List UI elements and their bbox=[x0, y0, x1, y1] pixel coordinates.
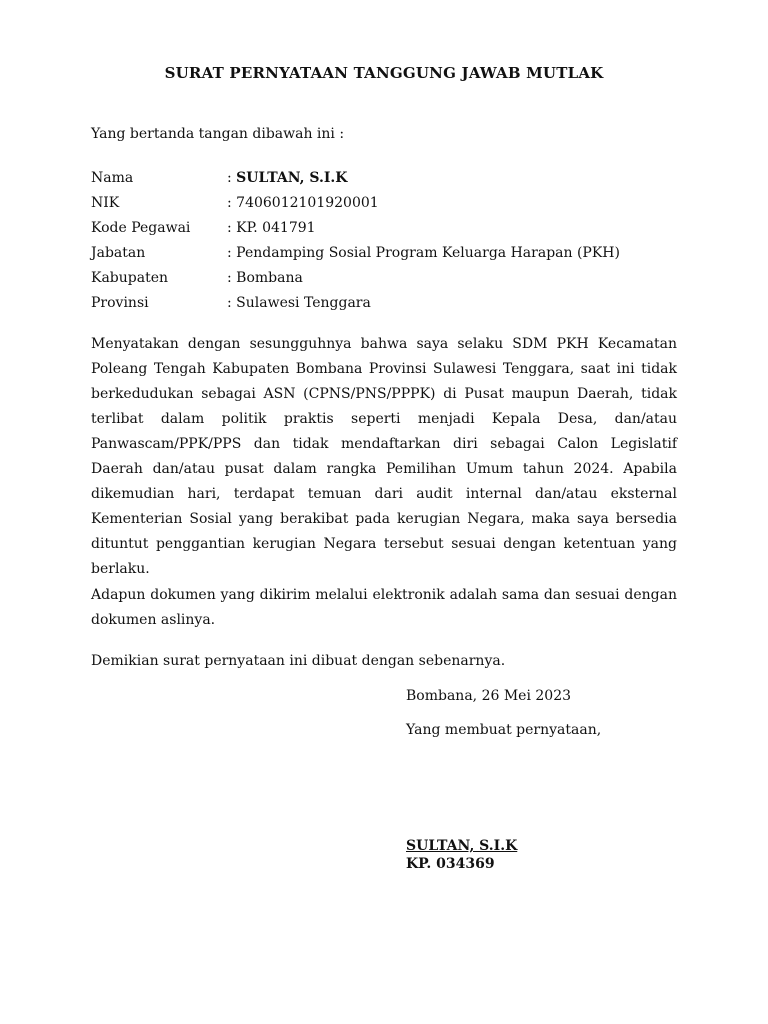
letter-title: SURAT PERNYATAAN TANGGUNG JAWAB MUTLAK bbox=[164, 64, 604, 82]
identity-separator: : bbox=[227, 220, 237, 236]
identity-row-nama bbox=[91, 168, 347, 188]
identity-row-jabatan bbox=[91, 243, 620, 263]
identity-row-provinsi bbox=[91, 293, 371, 313]
identity-label: Kabupaten bbox=[91, 270, 169, 286]
closing-paragraph: Demikian surat pernyataan ini dibuat dengan sebenarnya. bbox=[91, 653, 506, 669]
identity-value-jabatan: Pendamping Sosial Program Keluarga Harapan (PKH) bbox=[236, 245, 620, 261]
identity-separator: : bbox=[227, 195, 237, 211]
signature-place-date: Bombana, 26 Mei 2023 bbox=[406, 688, 572, 704]
identity-separator: : bbox=[227, 245, 237, 261]
identity-label: Nama bbox=[91, 170, 134, 186]
signature-employee-code: KP. 034369 bbox=[406, 856, 495, 872]
signature-name: SULTAN, S.I.K bbox=[406, 838, 518, 854]
identity-label: Kode Pegawai bbox=[91, 220, 191, 236]
signature-maker-label: Yang membuat pernyataan, bbox=[406, 722, 602, 738]
identity-label: Jabatan bbox=[91, 245, 146, 261]
identity-row-nik bbox=[91, 193, 379, 213]
statement-paragraph: Menyatakan dengan sesungguhnya bahwa saya selaku SDM PKH Kecamatan Poleang Tengah Kabupaten Bombana Provinsi Sulawesi Tenggara, saat ini tidak berkedudukan sebagai ASN (CPNS/PNS/PPPK) di Pusat maupun Daerah, tidak terlibat dalam politik praktis seperti menjadi Kepala Desa, dan/atau Panwascam/PPK/PPS dan tidak mendaftarkan diri sebagai Calon Legislatif Daerah dan/atau pusat dalam rangka Pemilihan Umum tahun 2024. Apabila dikemudian hari, terdapat temuan dari audit internal dan/atau eksternal Kementerian Sosial yang berakibat pada kerugian Negara, maka saya bersedia dituntut penggantian kerugian Negara tersebut sesuai dengan ketentuan yang berlaku. bbox=[91, 336, 677, 577]
identity-value-provinsi: Sulawesi Tenggara bbox=[236, 295, 371, 311]
document-authenticity-paragraph: Adapun dokumen yang dikirim melalui elektronik adalah sama dan sesuai dengan dokumen aslinya. bbox=[91, 587, 677, 628]
identity-label: NIK bbox=[91, 195, 120, 211]
identity-separator: : bbox=[227, 270, 237, 286]
identity-row-kabupaten bbox=[91, 268, 303, 288]
identity-value-nik: 7406012101920001 bbox=[236, 195, 379, 211]
identity-value-kode-pegawai: KP. 041791 bbox=[236, 220, 316, 236]
identity-separator: : bbox=[227, 295, 237, 311]
identity-separator: : bbox=[227, 170, 237, 186]
intro-text: Yang bertanda tangan dibawah ini : bbox=[91, 126, 345, 142]
identity-value-name: SULTAN, S.I.K bbox=[236, 170, 348, 186]
identity-row-kode-pegawai bbox=[91, 218, 316, 238]
identity-label: Provinsi bbox=[91, 295, 149, 311]
identity-value-kabupaten: Bombana bbox=[236, 270, 303, 286]
